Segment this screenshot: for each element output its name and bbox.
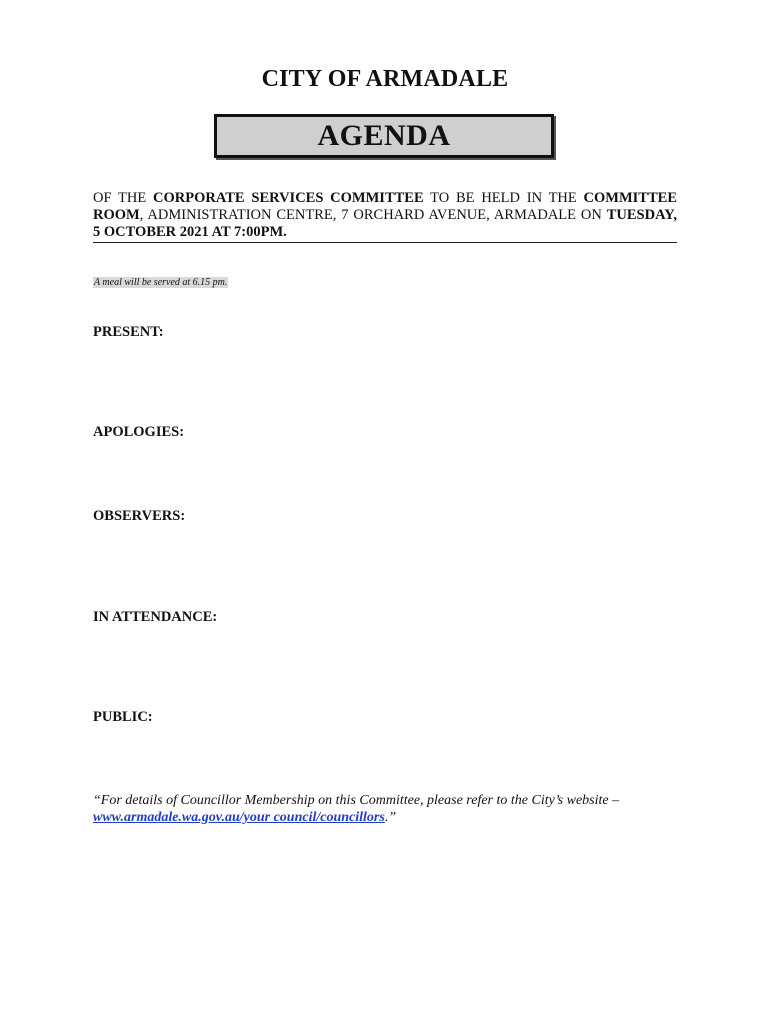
meeting-room: COMMITTEE ROOM [93,190,677,223]
present-heading: PRESENT: [93,324,164,340]
footnote-end: .” [384,810,397,825]
council-website-link[interactable]: www.armadale.wa.gov.au/your council/councillors [93,810,385,825]
intro-text-1: OF THE [93,190,154,206]
observers-heading: OBSERVERS: [93,508,186,524]
intro-text-3: , ADMINISTRATION CENTRE, 7 ORCHARD AVENUE, ARMADALE ON [139,207,607,223]
meal-note: A meal will be served at 6.15 pm. [94,277,228,288]
meeting-datetime: TUESDAY, 5 OCTOBER 2021 AT 7:00PM. [93,207,677,240]
committee-name: CORPORATE SERVICES COMMITTEE [153,190,424,206]
meeting-intro [93,190,677,243]
agenda-label: AGENDA [317,119,451,152]
page-title: CITY OF ARMADALE [261,66,509,92]
apologies-heading: APOLOGIES: [93,424,185,440]
footnote-text: “For details of Councillor Membership on this Committee, please refer to the City’s website – [93,793,620,808]
agenda-banner [214,114,554,158]
in-attendance-heading: IN ATTENDANCE: [93,609,218,625]
public-heading: PUBLIC: [93,709,153,725]
membership-footnote [93,792,683,826]
intro-text-2: TO BE HELD IN THE [423,190,584,206]
